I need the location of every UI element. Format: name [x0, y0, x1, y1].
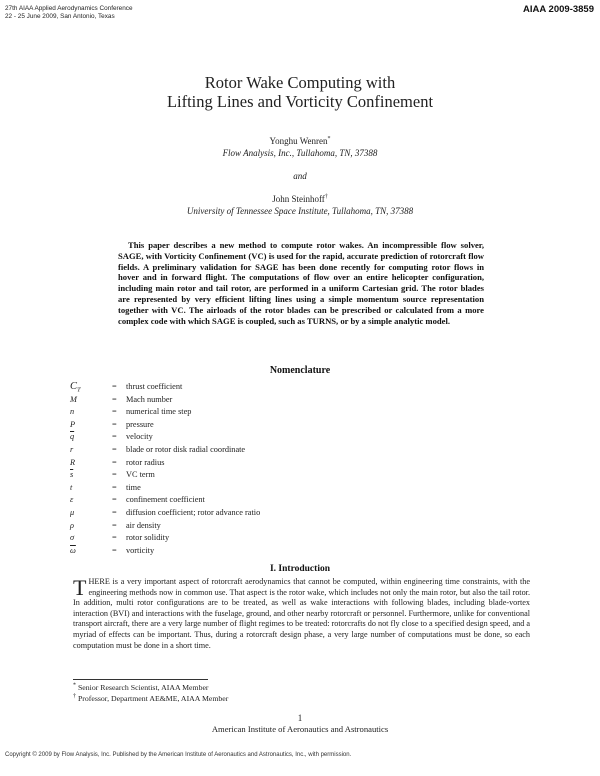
- symbol-letter: ρ: [70, 520, 74, 530]
- symbol-letter: n: [70, 407, 75, 417]
- nomenclature-description: rotor solidity: [126, 533, 170, 543]
- nomenclature-description: rotor radius: [126, 457, 165, 467]
- nomenclature-symbol: [70, 507, 96, 519]
- conference-name: 27th AIAA Applied Aerodynamics Conference: [5, 5, 133, 12]
- nomenclature-symbol: [70, 494, 96, 506]
- author-2: [0, 194, 600, 205]
- nomenclature-description: VC term: [126, 470, 155, 480]
- author-1-affiliation: Flow Analysis, Inc., Tullahoma, TN, 37388: [222, 148, 378, 158]
- footnote-2-text: Professor, Department AE&ME, AIAA Member: [77, 694, 229, 703]
- author-1: [0, 136, 600, 147]
- nomenclature-symbol: [70, 394, 96, 406]
- footnote-2: [73, 694, 228, 704]
- nomenclature-description: air density: [126, 520, 161, 530]
- symbol-letter: t: [70, 482, 73, 492]
- equals-sign: =: [112, 394, 117, 404]
- nomenclature-symbol: [70, 431, 96, 443]
- symbol-letter: M: [70, 394, 77, 404]
- author-1-mark: *: [327, 136, 331, 142]
- nomenclature-description: numerical time step: [126, 407, 192, 417]
- introduction-paragraph: [73, 577, 530, 651]
- equals-sign: =: [112, 432, 117, 442]
- conference-date-location: 22 - 25 June 2009, San Antonio, Texas: [5, 12, 115, 20]
- symbol-subscript: T: [77, 386, 81, 394]
- symbol-letter: R: [70, 457, 76, 467]
- equals-sign: =: [112, 457, 117, 467]
- symbol-letter: σ: [70, 533, 75, 543]
- equals-sign: =: [112, 470, 117, 480]
- nomenclature-symbol: [70, 520, 96, 532]
- symbol-letter: C: [70, 381, 78, 392]
- page-number: 1: [297, 713, 303, 723]
- footnote-1: [73, 683, 209, 693]
- nomenclature-description: vorticity: [126, 545, 155, 555]
- equals-sign: =: [112, 445, 117, 454]
- symbol-letter: $\overline{q}$: [70, 432, 75, 442]
- drop-cap: T: [73, 575, 87, 600]
- nomenclature-description: pressure: [126, 419, 154, 429]
- equals-sign: =: [112, 545, 117, 555]
- copyright-notice: Copyright © 2009 by Flow Analysis, Inc. Published by the American Institute of Aeronautics and Astronautics, Inc., with permission.: [5, 752, 352, 758]
- nomenclature-symbol: [70, 419, 96, 431]
- footnote-1-text: Senior Research Scientist, AIAA Member: [77, 683, 209, 692]
- nomenclature-symbol: [70, 545, 96, 557]
- equals-sign: =: [112, 495, 117, 505]
- nomenclature-description: time: [126, 482, 141, 492]
- equals-sign: =: [112, 533, 117, 543]
- introduction-text: HERE is a very important aspect of rotorcraft aerodynamics that cannot be computed, within engineering time constraints, with the engineering methods now in common use. That aspect is the rotor wake, which includes not only the main rotor, but also the tail rotor. In addition, multi rotor configurations are to be treated, as well as wake interactions with following blades, including blade-vortex interaction (BVI) and interactions with the fuselage, ground, and other nearby rotorcraft or personnel. Furthermore, unlike for conventional transport aircraft, there are a very large number of flight regimes to be treated: rotorcrafts do not fly close to a specified design speed, and a myriad of effects can be important. Thus, during a rotorcraft design phase, a very large number of computations must be done, so each computation must be done in a short time.: [73, 577, 530, 650]
- publisher-name: American Institute of Aeronautics and Astronautics: [211, 724, 389, 734]
- and-separator: and: [293, 171, 307, 181]
- title-line-1: Rotor Wake Computing with: [204, 73, 396, 92]
- symbol-letter: $\overline{s}$: [70, 470, 74, 480]
- footnote-divider: [73, 679, 208, 680]
- nomenclature-symbol: [70, 406, 96, 418]
- equals-sign: =: [112, 508, 117, 517]
- symbol-letter: r: [70, 445, 74, 454]
- equals-sign: =: [112, 482, 117, 492]
- paper-number: AIAA 2009-3859: [523, 4, 594, 15]
- author-1-name: Yonghu Wenren: [269, 136, 328, 146]
- section-heading-introduction: I. Introduction: [269, 564, 330, 574]
- equals-sign: =: [112, 520, 117, 530]
- symbol-letter: P: [70, 419, 76, 429]
- author-2-name: John Steinhoff: [272, 194, 325, 204]
- symbol-letter: ε: [70, 495, 74, 505]
- author-2-affiliation: University of Tennessee Space Institute, Tullahoma, TN, 37388: [186, 206, 414, 216]
- equals-sign: =: [112, 419, 117, 429]
- nomenclature-symbol: [70, 532, 96, 544]
- paper-title: [0, 73, 600, 111]
- footnote-1-mark: *: [73, 682, 76, 689]
- nomenclature-symbol: [70, 469, 96, 481]
- title-line-2: Lifting Lines and Vorticity Confinement: [166, 92, 434, 111]
- equals-sign: =: [112, 407, 117, 417]
- nomenclature-description: thrust coefficient: [126, 382, 183, 391]
- nomenclature-description: Mach number: [126, 394, 173, 404]
- symbol-letter: μ: [70, 508, 75, 517]
- conference-info: [5, 5, 133, 20]
- nomenclature-symbol: [70, 482, 96, 494]
- nomenclature-description: blade or rotor disk radial coordinate: [126, 445, 246, 454]
- abstract: This paper describes a new method to compute rotor wakes. An incompressible flow solver, SAGE, with Vorticity Confinement (VC) is used for the rapid, accurate prediction of rotorcraft flow fields. A preliminary validation for SAGE has been done recently for computing rotor flows in hover and in forward flight. The computations of flow over an entire helicopter configuration, including main rotor and tail rotor, are performed in a uniform Cartesian grid. The rotor blades are represented by very efficient lifting lines using a simple momentum source representation together with VC. The airloads of the rotor blades can be prescribed or calculated from a more complex code with which SAGE is coupled, such as TURNS, or by a simple analytic model.: [118, 240, 484, 326]
- nomenclature-description: diffusion coefficient; rotor advance ratio: [126, 508, 261, 517]
- footnote-2-mark: †: [73, 693, 76, 700]
- nomenclature-symbol: [70, 444, 96, 456]
- symbol-letter: $\overline{\omega}$: [70, 545, 76, 555]
- nomenclature-description: confinement coefficient: [126, 495, 205, 505]
- equals-sign: =: [112, 382, 117, 391]
- author-2-mark: †: [324, 194, 328, 200]
- nomenclature-description: velocity: [126, 432, 153, 442]
- nomenclature-title: Nomenclature: [269, 365, 331, 376]
- nomenclature-symbol: [70, 457, 96, 469]
